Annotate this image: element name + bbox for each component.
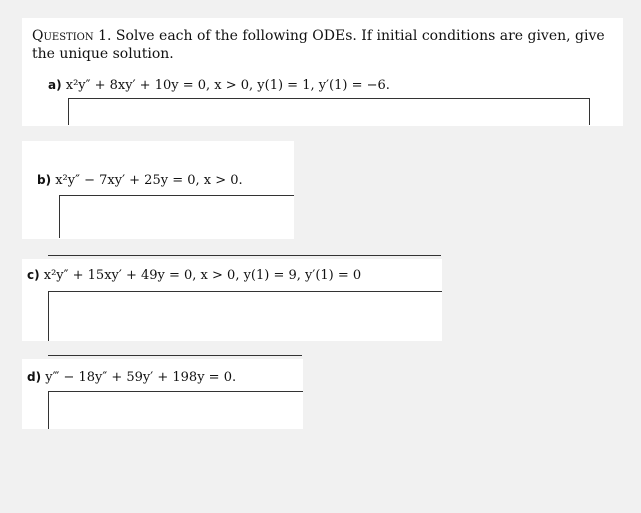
- part-a-answer-field[interactable]: [68, 98, 590, 125]
- part-a-label: a): [48, 78, 62, 92]
- part-a-equation: x²y″ + 8xy′ + 10y = 0, x > 0, y(1) = 1, y′(1) = −6.: [65, 78, 390, 93]
- part-c: [27, 268, 361, 283]
- part-d-answer-field[interactable]: [48, 391, 303, 429]
- part-d-label: d): [27, 370, 42, 384]
- part-d-equation: y‴ − 18y″ + 59y′ + 198y = 0.: [45, 370, 237, 385]
- question-title: Question: [32, 28, 94, 44]
- part-b: [37, 173, 243, 188]
- part-d: [27, 370, 236, 385]
- part-c-answer-field[interactable]: [48, 291, 442, 341]
- part-c-label: c): [27, 268, 40, 282]
- part-b-equation: x²y″ − 7xy′ + 25y = 0, x > 0.: [55, 173, 243, 188]
- question-number: 1.: [98, 28, 112, 44]
- part-c-top-rule: [48, 255, 441, 256]
- question-prompt: Solve each of the following ODEs. If initial conditions are given, give the unique solution.: [32, 28, 605, 62]
- part-c-equation: x²y″ + 15xy′ + 49y = 0, x > 0, y(1) = 9, y′(1) = 0: [43, 268, 362, 283]
- question-header: [32, 27, 622, 63]
- part-a: [48, 78, 390, 93]
- part-b-label: b): [37, 173, 52, 187]
- part-b-answer-field[interactable]: [59, 195, 294, 238]
- part-d-top-rule: [48, 355, 302, 356]
